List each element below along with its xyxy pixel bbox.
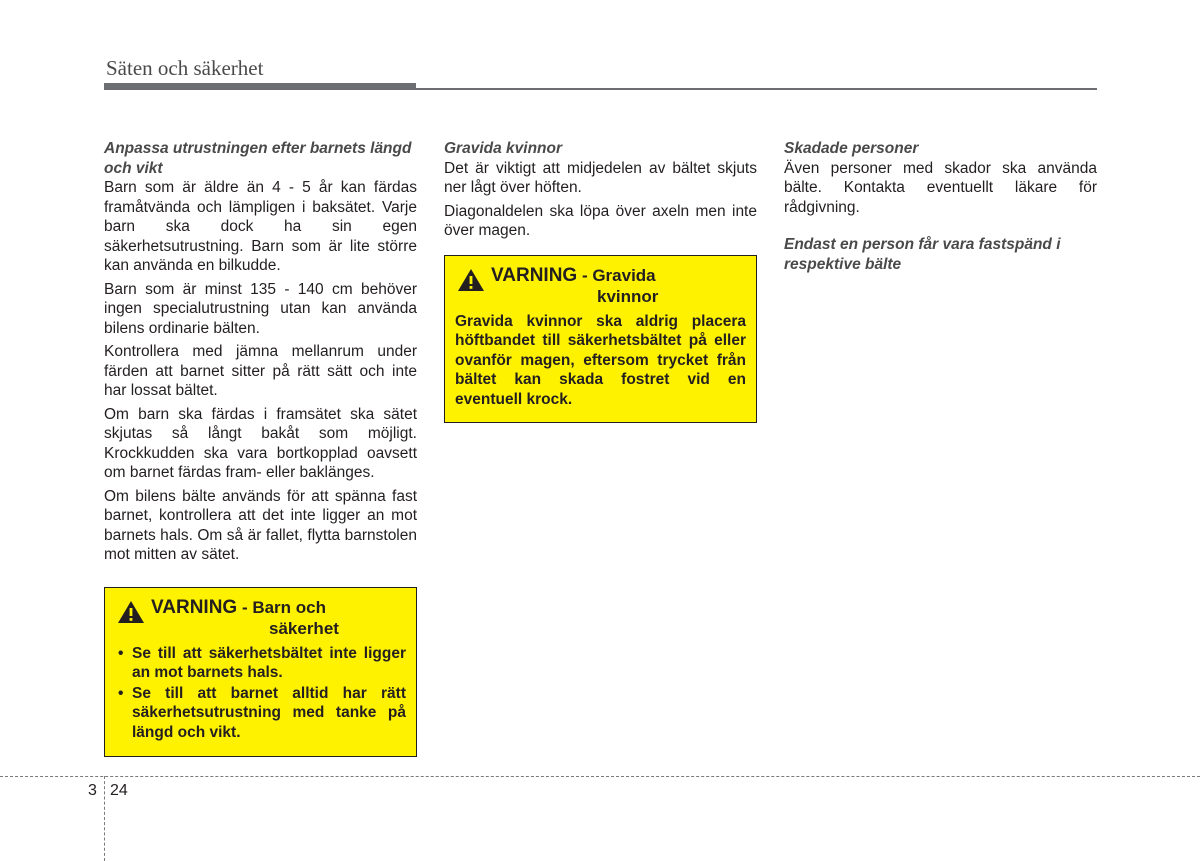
- warning-label: VARNING: [491, 264, 578, 286]
- warning-list-item: • Se till att säkerhetsbältet inte ligger an mot barnets hals.: [115, 644, 406, 683]
- warning-title-line-1: - Barn och: [237, 597, 327, 617]
- warning-list: [115, 644, 406, 743]
- warning-box-pregnant: [444, 255, 757, 424]
- warning-title-line-2: säkerhet: [269, 618, 339, 638]
- section-title: Säten och säkerhet: [106, 56, 264, 80]
- warning-body: Gravida kvinnor ska aldrig placera höftbandet till säkerhetsbältet på eller ovanför magen, eftersom trycket från bältet kan skada fostret vid en eventuell krock.: [455, 312, 746, 408]
- warning-title-line-1: - Gravida: [577, 265, 656, 285]
- paragraph: Det är viktigt att midjedelen av bältet skjuts ner lågt över höften.: [444, 159, 757, 196]
- warning-label: VARNING: [151, 596, 238, 618]
- header-rule-thin: [416, 88, 1097, 90]
- warning-title: [455, 265, 746, 307]
- paragraph: Diagonaldelen ska löpa över axeln men inte över magen.: [444, 202, 757, 239]
- subheading: Anpassa utrustningen efter barnets längd och vikt: [104, 140, 412, 177]
- warning-title-line-2: kvinnor: [597, 286, 659, 306]
- page-number: 24: [110, 782, 128, 799]
- warning-triangle-icon: [457, 268, 485, 292]
- warning-list-item: • Se till att barnet alltid har rätt säkerhetsutrustning med tanke på längd och vikt.: [115, 684, 406, 743]
- column-children-equipment: [104, 139, 417, 757]
- paragraph: Kontrollera med jämna mellanrum under färden att barnet sitter på rätt sätt och inte har lossat bältet.: [104, 343, 417, 399]
- note-heading: Endast en person får vara fastspänd i respektive bälte: [784, 236, 1061, 273]
- warning-triangle-icon: [117, 600, 145, 624]
- paragraph: Även personer med skador ska använda bälte. Kontakta eventuellt läkare för rådgivning.: [784, 159, 1097, 216]
- paragraph: Barn som är minst 135 - 140 cm behöver ingen specialutrustning utan kan använda bilens ordinarie bälten.: [104, 280, 417, 337]
- subheading: Gravida kvinnor: [444, 140, 563, 157]
- paragraph: Om barn ska färdas i framsätet ska sätet skjutas så långt bakåt som möjligt. Krockkudden ska vara bortkopplad oavsett om barnet färdas fram- eller baklänges.: [104, 405, 417, 481]
- paragraph: Om bilens bälte används för att spänna fast barnet, kontrollera att det inte ligger an mot barnets hals. Om så är fallet, flytta barnstolen mot mitten av sätet.: [104, 487, 417, 563]
- warning-box-children: [104, 587, 417, 758]
- paragraph: Barn som är äldre än 4 - 5 år kan färdas framåtvända och lämpligen i baksätet. Varje barn ska dock ha sin egen säkerhetsutrustning. Barn som är lite större kan använda en bilkudde.: [104, 179, 417, 274]
- footer-divider: [104, 776, 105, 861]
- column-pregnant-women: [444, 139, 757, 423]
- warning-title: [115, 597, 406, 639]
- subheading: Skadade personer: [784, 140, 919, 157]
- header-rule-thick: [104, 83, 416, 90]
- column-injured-persons: [784, 139, 1097, 274]
- footer-rule: [0, 776, 1200, 777]
- chapter-number: 3: [88, 782, 97, 799]
